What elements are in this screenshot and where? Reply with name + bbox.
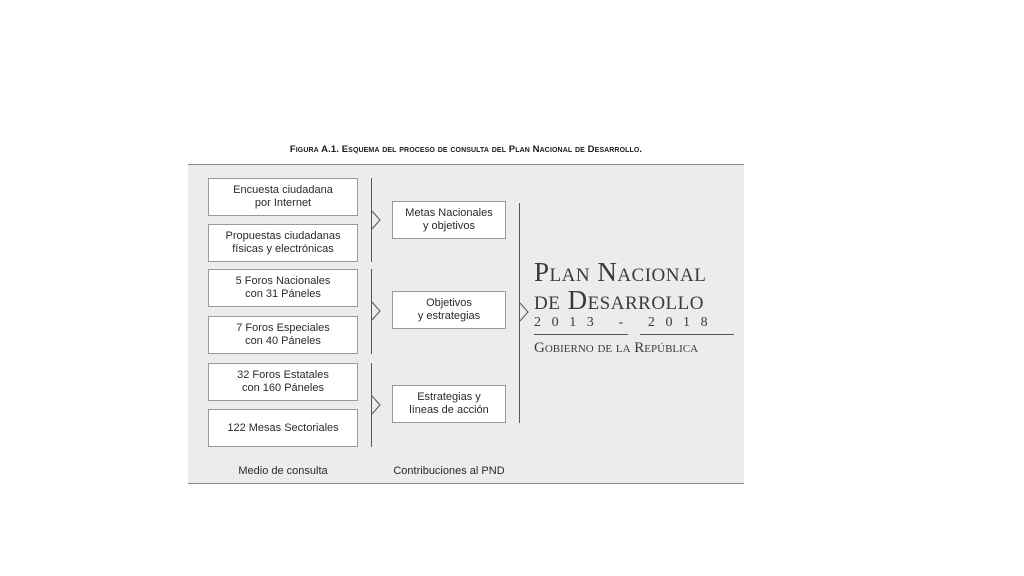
pnd-logo [534,258,734,357]
media-box-national-forums: 5 Foros Nacionales con 31 Páneles [208,269,358,307]
contribution-box-action-lines: Estrategias y líneas de acción [392,385,506,423]
chevron-right-icon [372,396,382,414]
column-label-contributions: Contribuciones al PND [393,465,505,477]
chevron-right-icon [372,302,382,320]
contribution-box-goals: Metas Nacionales y objetivos [392,201,506,239]
contribution-box-strategies: Objetivos y estrategias [392,291,506,329]
media-box-citizen-proposals: Propuestas ciudadanas físicas y electrónicas [208,224,358,262]
logo-title-line-1: Plan Nacional [534,257,707,287]
column-label-media: Medio de consulta [238,465,328,477]
chevron-right-icon [372,211,382,229]
media-box-sectoral-tables: 122 Mesas Sectoriales [208,409,358,447]
logo-years: 2013 - 2018 [534,315,719,330]
logo-divider [534,334,734,335]
logo-title-line-2: de Desarrollo [534,285,704,315]
media-box-state-forums: 32 Foros Estatales con 160 Páneles [208,363,358,401]
chevron-right-icon [520,303,530,321]
media-box-online-survey: Encuesta ciudadana por Internet [208,178,358,216]
figure-caption: Figura A.1. Esquema del proceso de consulta del Plan Nacional de Desarrollo. [289,144,643,155]
bottom-rule [188,483,744,484]
logo-government: Gobierno de la República [534,340,699,356]
media-box-special-forums: 7 Foros Especiales con 40 Páneles [208,316,358,354]
